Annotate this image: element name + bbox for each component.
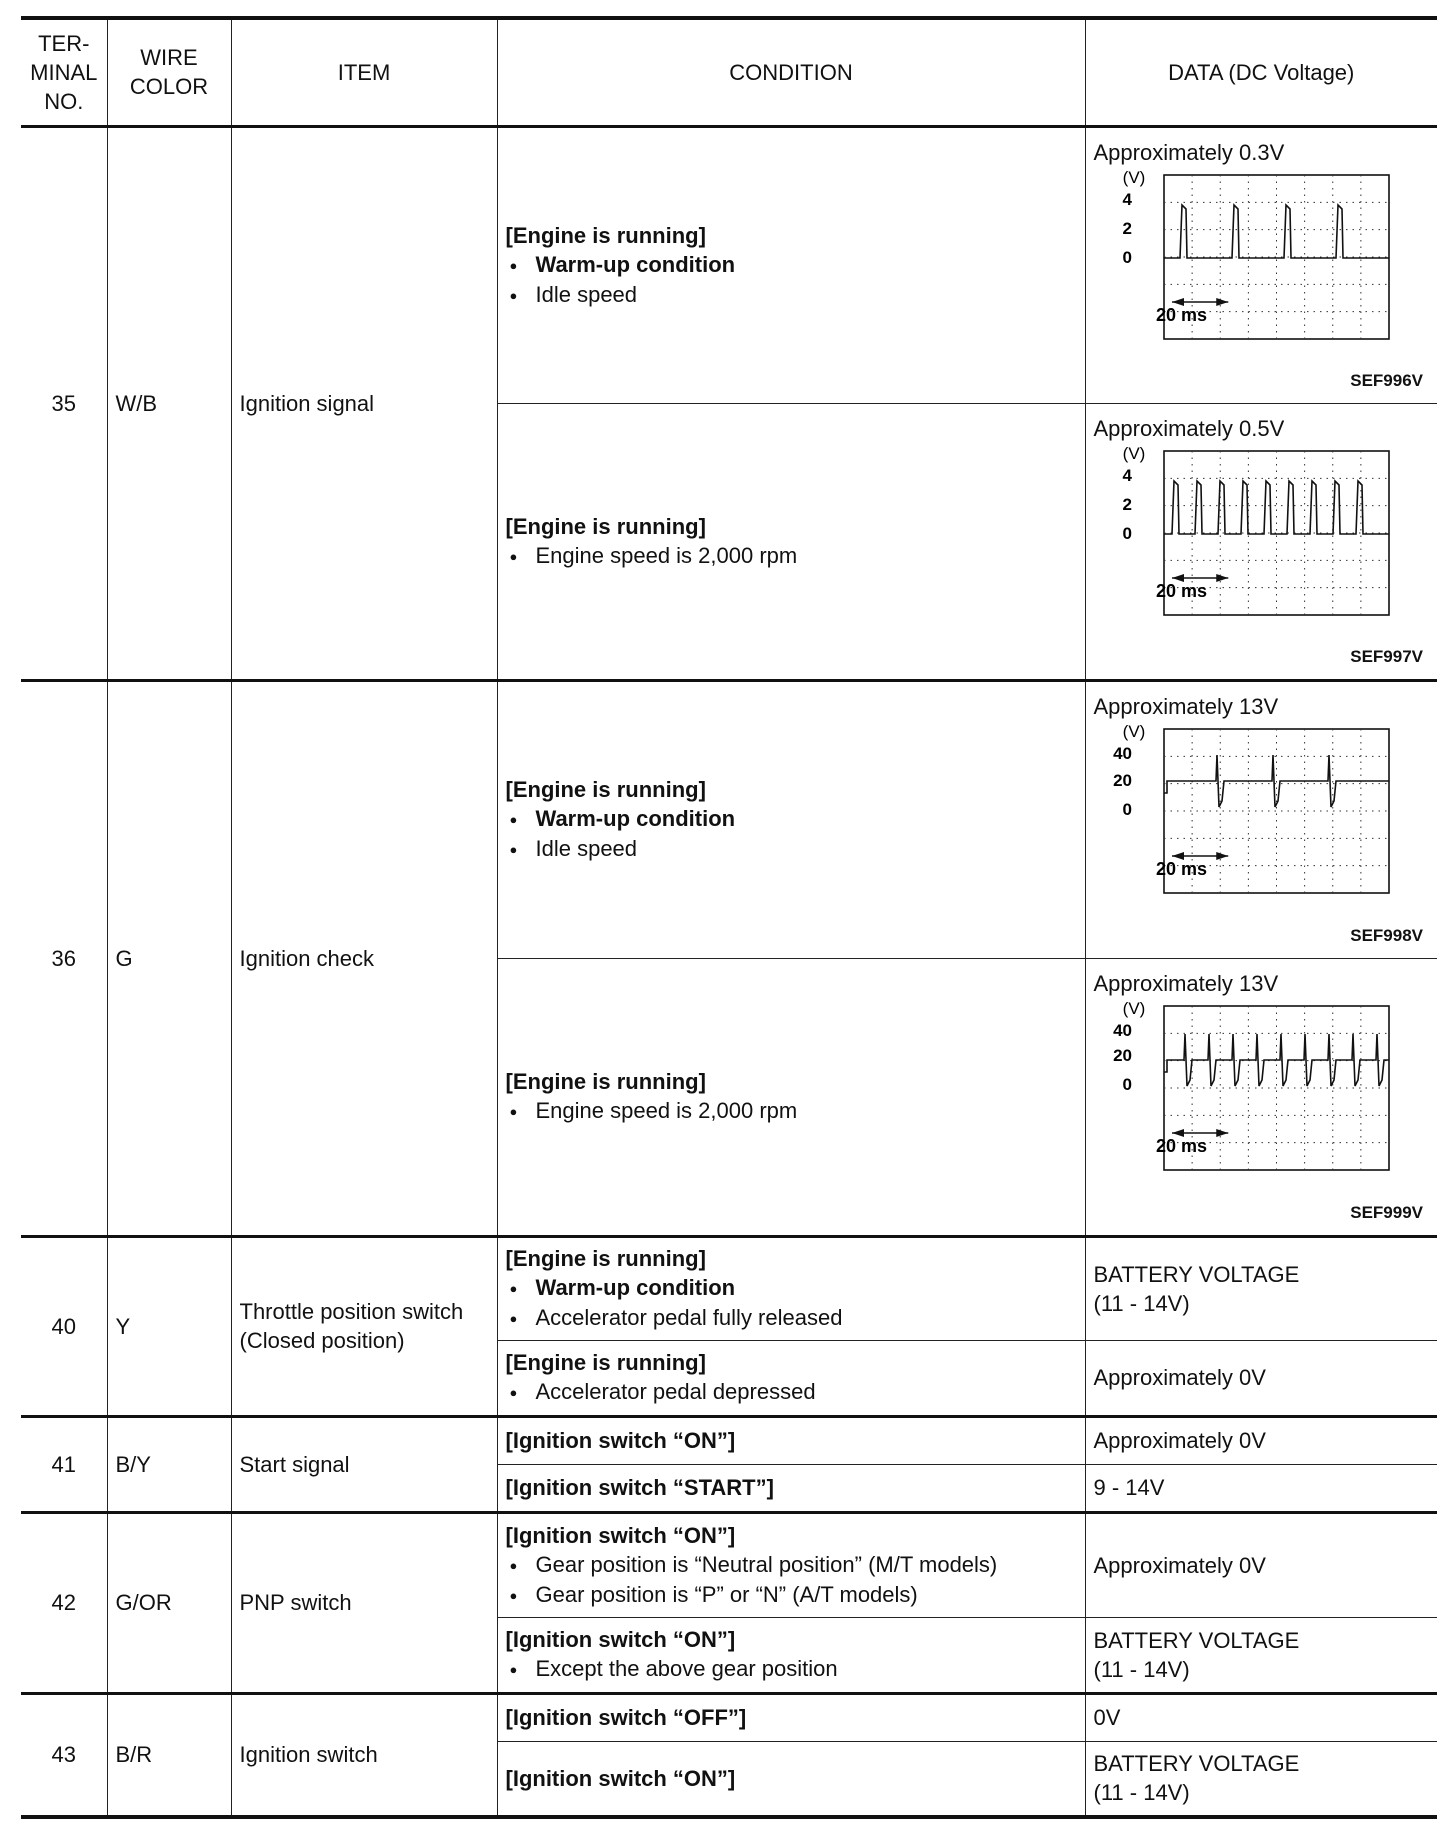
item	[231, 1236, 497, 1416]
condition-bullet: ● Warm-up condition	[506, 804, 1077, 834]
item: PNP switch	[231, 1512, 497, 1693]
terminal-no: 42	[21, 1512, 107, 1693]
item: Ignition signal	[231, 126, 497, 680]
time-label: 20 ms	[1155, 1135, 1207, 1156]
terminal-no: 35	[21, 126, 107, 680]
table-row	[21, 680, 1437, 958]
condition-head: [Ignition switch “ON”]	[505, 1522, 736, 1548]
condition-bullet: ● Warm-up condition	[506, 250, 1077, 280]
wire-color: B/Y	[107, 1416, 231, 1512]
data-value: Approximately 0.3V	[1093, 139, 1285, 165]
condition	[497, 680, 1085, 958]
data-value: 9 - 14V	[1085, 1464, 1437, 1512]
waveform-trace	[1164, 481, 1389, 534]
figure-id: SEF999V	[1350, 1202, 1423, 1222]
scale-tick: 0	[1122, 523, 1132, 543]
oscilloscope-figure	[1094, 169, 1394, 341]
condition-bullet: ● Gear position is “Neutral position” (M/T models)	[506, 1550, 1077, 1580]
figure-id: SEF998V	[1350, 925, 1423, 945]
wire-color: G/OR	[107, 1512, 231, 1693]
condition-bullet: ● Gear position is “P” or “N” (A/T models)	[506, 1580, 1077, 1610]
condition-head: [Engine is running]	[505, 1246, 706, 1271]
oscilloscope-figure	[1094, 723, 1394, 895]
data-value: Approximately 0V	[1085, 1416, 1437, 1464]
condition: [Ignition switch “ON”]	[497, 1741, 1085, 1817]
condition	[497, 126, 1085, 403]
header-data: DATA (DC Voltage)	[1085, 18, 1437, 126]
condition: [Ignition switch “START”]	[497, 1464, 1085, 1512]
data-value: BATTERY VOLTAGE (11 - 14V)	[1085, 1236, 1437, 1340]
condition-bullet: ● Idle speed	[506, 834, 1077, 864]
scale-unit: (V)	[1122, 999, 1145, 1018]
arrow-head	[1216, 298, 1228, 306]
arrow-head	[1216, 1129, 1228, 1137]
condition-head: [Engine is running]	[505, 1069, 706, 1094]
table-row	[21, 126, 1437, 403]
scale-tick: 2	[1122, 218, 1132, 238]
scale-tick: 40	[1112, 743, 1132, 763]
condition-head: [Ignition switch “ON”]	[505, 1627, 736, 1652]
scale-tick: 0	[1122, 1074, 1132, 1094]
time-label: 20 ms	[1155, 858, 1207, 879]
header-item: ITEM	[231, 18, 497, 126]
terminal-no: 41	[21, 1416, 107, 1512]
data-value: BATTERY VOLTAGE (11 - 14V)	[1085, 1741, 1437, 1817]
header-row	[21, 18, 1437, 126]
condition-bullet: ● Accelerator pedal depressed	[506, 1377, 1077, 1407]
time-label: 20 ms	[1155, 580, 1207, 601]
scale-unit: (V)	[1122, 722, 1145, 741]
table-row	[21, 1512, 1437, 1617]
condition	[497, 1617, 1085, 1693]
condition-head: [Engine is running]	[505, 222, 706, 248]
item-line: Throttle position switch	[239, 1299, 464, 1324]
header-terminal-no: TER- MINAL NO.	[21, 18, 107, 126]
condition-bullet: ● Except the above gear position	[506, 1654, 1077, 1684]
item: Start signal	[231, 1416, 497, 1512]
condition-bullet: ● Warm-up condition	[506, 1273, 1077, 1303]
condition-head: [Engine is running]	[505, 1350, 706, 1375]
condition	[497, 1236, 1085, 1340]
scale-tick: 0	[1122, 247, 1132, 267]
wire-color: G	[107, 680, 231, 1236]
scale-tick: 4	[1122, 465, 1132, 485]
item-line: (Closed position)	[239, 1328, 405, 1353]
arrow-head	[1216, 852, 1228, 860]
condition-bullet: ● Engine speed is 2,000 rpm	[506, 1096, 1077, 1126]
item: Ignition switch	[231, 1693, 497, 1817]
table-row	[21, 1416, 1437, 1464]
oscilloscope-figure	[1094, 445, 1394, 617]
figure-id: SEF997V	[1350, 646, 1423, 666]
table-row	[21, 1236, 1437, 1340]
scale-unit: (V)	[1122, 168, 1145, 187]
terminal-data-table	[21, 16, 1437, 1819]
scale-unit: (V)	[1122, 444, 1145, 463]
waveform-trace	[1164, 205, 1389, 258]
terminal-no: 36	[21, 680, 107, 1236]
condition-head: [Engine is running]	[505, 777, 706, 802]
scale-tick: 20	[1112, 1045, 1132, 1065]
item: Ignition check	[231, 680, 497, 1236]
scale-tick: 20	[1112, 770, 1132, 790]
condition: [Ignition switch “OFF”]	[497, 1693, 1085, 1741]
condition	[497, 1512, 1085, 1617]
scale-tick: 4	[1122, 189, 1132, 209]
scale-tick: 0	[1122, 799, 1132, 819]
oscilloscope-figure	[1094, 1000, 1394, 1172]
wire-color: Y	[107, 1236, 231, 1416]
data-value: 0V	[1085, 1693, 1437, 1741]
data-value: Approximately 0V	[1085, 1512, 1437, 1617]
data-waveform	[1085, 958, 1437, 1236]
header-condition: CONDITION	[497, 18, 1085, 126]
scale-tick: 2	[1122, 494, 1132, 514]
time-label: 20 ms	[1155, 304, 1207, 325]
condition	[497, 958, 1085, 1236]
data-value: Approximately 13V	[1093, 970, 1279, 996]
figure-id: SEF996V	[1350, 370, 1423, 390]
condition	[497, 1340, 1085, 1416]
condition-head: [Engine is running]	[505, 513, 706, 539]
data-waveform	[1085, 403, 1437, 680]
terminal-no: 43	[21, 1693, 107, 1817]
condition-bullet: ● Accelerator pedal fully released	[506, 1303, 1077, 1333]
data-value: Approximately 0V	[1085, 1340, 1437, 1416]
condition-bullet: ● Idle speed	[506, 280, 1077, 310]
arrow-head	[1216, 574, 1228, 582]
condition-bullet: ● Engine speed is 2,000 rpm	[506, 541, 1077, 571]
table-row	[21, 1693, 1437, 1741]
header-wire-color: WIRE COLOR	[107, 18, 231, 126]
data-value: BATTERY VOLTAGE (11 - 14V)	[1085, 1617, 1437, 1693]
terminal-no: 40	[21, 1236, 107, 1416]
data-value: Approximately 0.5V	[1093, 415, 1285, 441]
data-value: Approximately 13V	[1093, 693, 1279, 719]
wire-color: W/B	[107, 126, 231, 680]
condition: [Ignition switch “ON”]	[497, 1416, 1085, 1464]
wire-color: B/R	[107, 1693, 231, 1817]
data-waveform	[1085, 126, 1437, 403]
data-waveform	[1085, 680, 1437, 958]
scale-tick: 40	[1112, 1020, 1132, 1040]
condition	[497, 403, 1085, 680]
